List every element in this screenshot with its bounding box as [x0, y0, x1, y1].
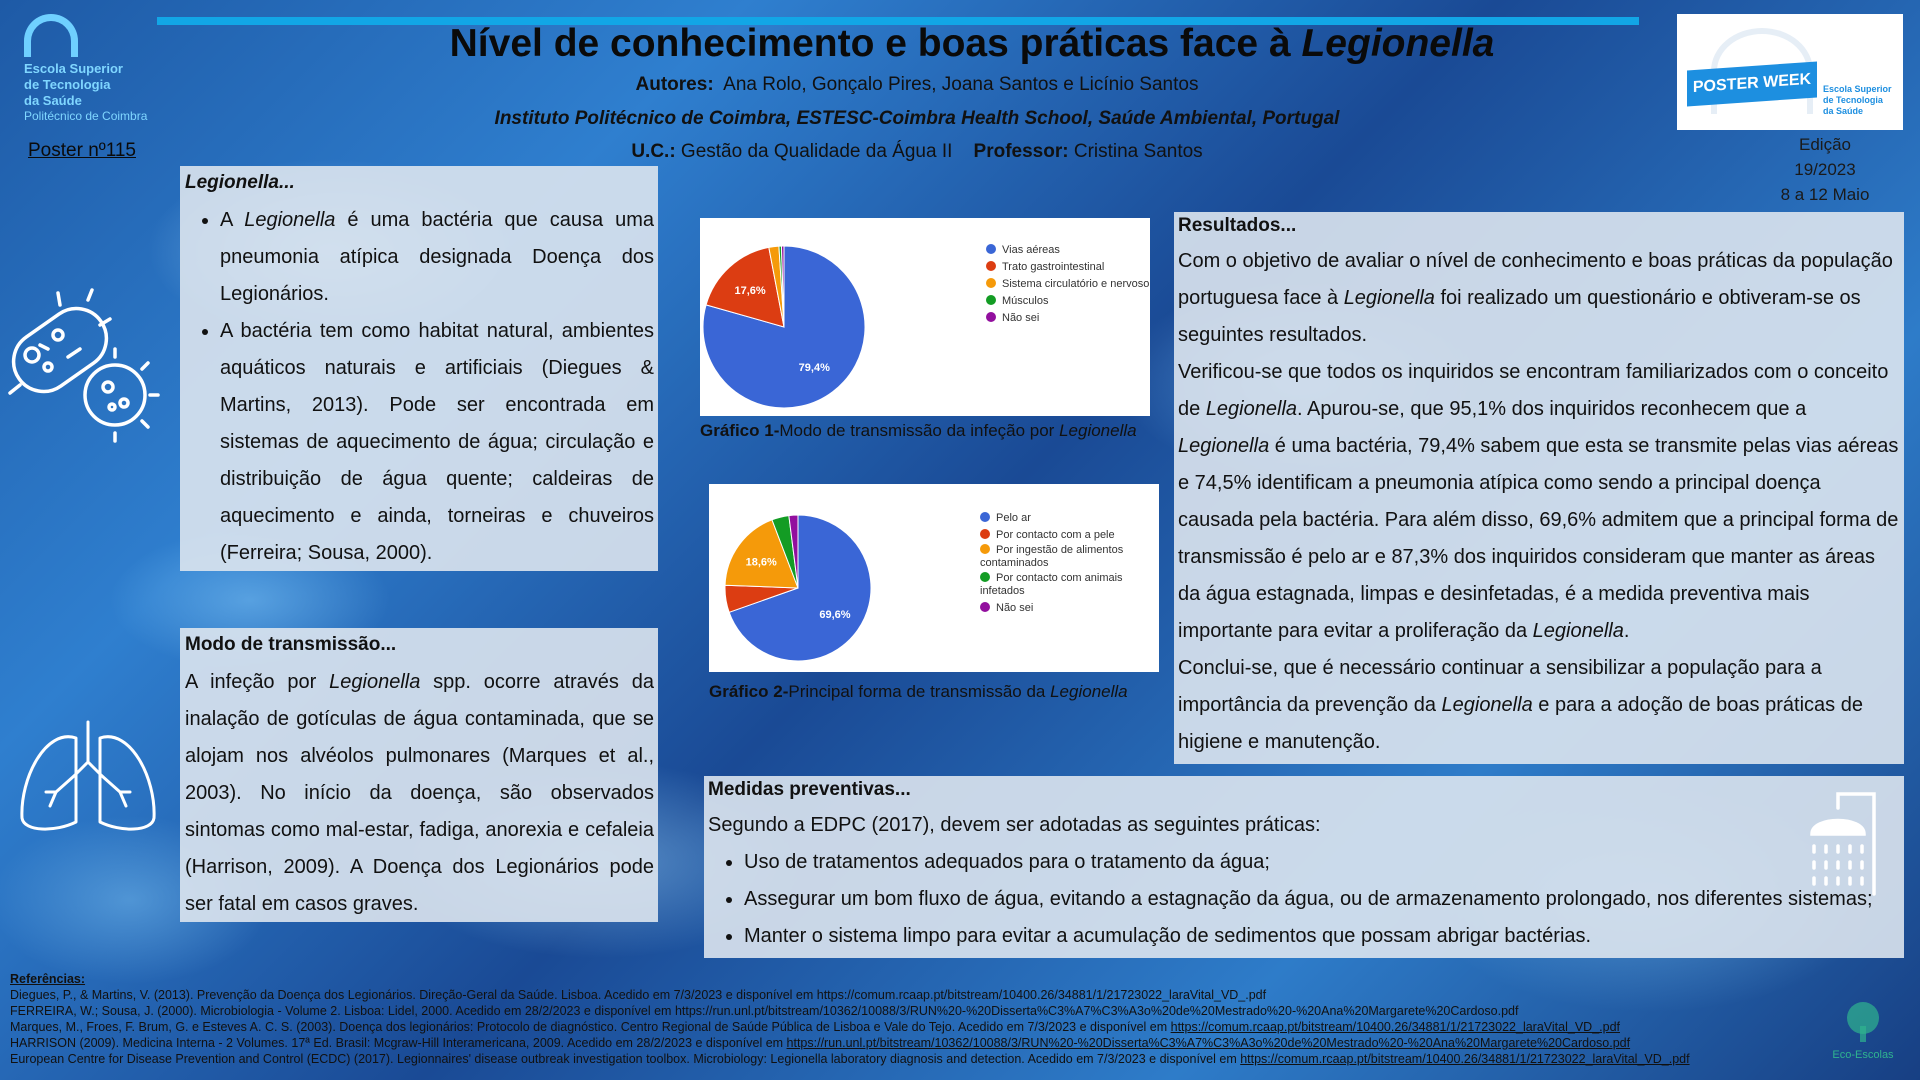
reference-item: Diegues, P., & Martins, V. (2013). Prevenção da Doença dos Legionários. Direção-Geral da Saúde. Lisboa. Acedido em 7/3/2023 e disponível em https://comum.rcaap.pt/bitstream/10400.26/34881/1/21723022_laraVital_VD_.pdf: [10, 988, 1267, 1002]
chart-2: [709, 484, 1159, 672]
poster-week-school: Escola Superior de Tecnologia da Saúde: [1823, 84, 1892, 116]
legend-swatch: [986, 261, 996, 271]
legend-swatch: [986, 278, 996, 288]
legend-entry: [986, 259, 1149, 276]
legend-swatch: [980, 572, 990, 582]
results-paragraph-3: Conclui-se, que é necessário continuar a sensibilizar a população para a importância da prevenção da Legionella e para a adoção de boas práticas de higiene e manutenção.: [1178, 657, 1863, 753]
pie-chart-2: [709, 484, 889, 672]
legend-entry: [986, 276, 1149, 293]
legend-swatch: [986, 244, 996, 254]
legend-entry: [986, 310, 1149, 327]
legend-label: Sistema circulatório e nervoso: [1002, 278, 1150, 290]
legend-swatch: [986, 312, 996, 322]
legend-entry: [980, 510, 1150, 527]
chart-2-legend: [980, 510, 1150, 617]
legend-label: Não sei: [996, 602, 1034, 614]
results-paragraph-2: Verificou-se que todos os inquiridos se encontram familiarizados com o conceito de Legionella. Apurou-se, que 95,1% dos inquiridos reconhecem que a Legionella é uma bactéria, 79,4% sabem que esta se transmite pelas vias aéreas e 74,5% identificam a pneumonia atípica como sendo a principal doença causada pela bactéria. Para além disso, 69,6% admitem que a principal forma de transmissão é pelo ar e 87,3% dos inquiridos consideram que manter as áreas da água estagnada, limpas e desinfetadas, é a medida preventiva mais importante para evitar a proliferação da Legionella.: [1178, 361, 1899, 642]
chart-2-caption: Gráfico 2-Principal forma de transmissão da Legionella: [709, 682, 1128, 701]
authors-line: Autores: Ana Rolo, Gonçalo Pires, Joana Santos e Licínio Santos: [635, 74, 1199, 95]
course-line: U.C.: Gestão da Qualidade da Água II Professor: Cristina Santos: [631, 141, 1203, 162]
list-item: • A Legionella é uma bactéria que causa uma pneumonia atípica designada Doença dos Legionários.: [220, 202, 654, 313]
legend-label: Músculos: [1002, 295, 1049, 307]
poster-week-ribbon: POSTER WEEK: [1687, 61, 1817, 106]
institution-line: Instituto Politécnico de Coimbra, ESTESC-Coimbra Health School, Saúde Ambiental, Portugal: [494, 108, 1340, 129]
chart-1-legend: [986, 242, 1149, 327]
legend-label: Por ingestão de alimentos contaminados: [980, 544, 1124, 569]
legend-swatch: [980, 512, 990, 522]
transmission-heading: Modo de transmissão...: [185, 634, 397, 655]
legend-swatch: [986, 295, 996, 305]
reference-item: European Centre for Disease Prevention and Control (ECDC) (2017). Legionnaires' disease outbreak investigation toolbox. Microbiology: Legionella laboratory diagnosis and detection. Acedido em 7/3/2023 e disponível em https://comum.rcaap.pt/bitstream/10400.26/34881/1/21723022_laraVital_VD_.pdf: [10, 1052, 1690, 1066]
data-label: 79,4%: [798, 362, 830, 375]
legionella-panel: [180, 166, 658, 571]
legend-label: Vias aéreas: [1002, 244, 1060, 256]
chart-1-caption: Gráfico 1-Modo de transmissão da infeção por Legionella: [700, 421, 1137, 440]
legend-entry: [980, 572, 1150, 598]
legend-label: Pelo ar: [996, 512, 1031, 524]
legend-swatch: [980, 529, 990, 539]
list-item: • Manter o sistema limpo para evitar a acumulação de sedimentos que possam abrigar bactérias.: [744, 918, 1900, 955]
legend-label: Por contacto com animais infetados: [980, 572, 1123, 597]
legend-label: Não sei: [1002, 312, 1040, 324]
legend-entry: [986, 242, 1149, 259]
edition-info: Edição 19/2023 8 a 12 Maio: [1780, 135, 1870, 204]
poster-number: Poster nº115: [28, 140, 136, 161]
list-item: • A bactéria tem como habitat natural, ambientes aquáticos naturais e artificiais (Diegues & Martins, 2013). Pode ser encontrada em sistemas de aquecimento de água; circulação e distribuição de água quente; caldeiras de aquecimento e ainda, torneiras e chuveiros (Ferreira; Sousa, 2000).: [220, 313, 654, 572]
legend-entry: [986, 293, 1149, 310]
eco-escolas-logo: Eco-Escolas: [1828, 1000, 1898, 1061]
shower-icon: [1788, 786, 1888, 898]
list-item: • Uso de tratamentos adequados para o tratamento da água;: [744, 844, 1900, 881]
reference-item: Marques, M., Froes, F. Brum, G. e Esteves A. C. S. (2003). Doença dos legionários: Protocolo de diagnóstico. Centro Regional de Saúde Pública de Lisboa e Vale do Tejo. Acedido em 7/3/2023 e disponível em https://comum.rcaap.pt/bitstream/10400.26/34881/1/21723022_laraVital_VD_.pdf: [10, 1020, 1620, 1034]
reference-link[interactable]: https://run.unl.pt/bitstream/10362/10088/3/RUN%20-%20Disserta%C3%A7%C3%A3o%20de%20Mestrado%20-%20Ana%20Margarete%20Cardoso.pdf: [786, 1036, 1631, 1050]
legionella-heading: Legionella...: [185, 172, 295, 193]
transmission-text: A infeção por Legionella spp. ocorre através da inalação de gotículas de água contaminada, que se alojam nos alvéolos pulmonares (Marques et al., 2003). No início da doença, são observados sintomas como mal-estar, fadiga, anorexia e cefaleia (Harrison, 2009). A Doença dos Legionários pode ser fatal em casos graves.: [185, 671, 654, 915]
poster-title: Nível de conhecimento e boas práticas face à Legionella: [449, 22, 1495, 65]
tree-icon: [1839, 1000, 1887, 1044]
legend-swatch: [980, 602, 990, 612]
poster-week-logo: [1677, 14, 1903, 130]
preventive-intro: Segundo a EDPC (2017), devem ser adotadas as seguintes práticas:: [708, 814, 1321, 836]
results-heading: Resultados...: [1178, 215, 1297, 236]
legend-entry: [980, 600, 1150, 617]
lungs-icon: [16, 718, 161, 836]
arch-icon: [24, 14, 78, 57]
reference-link[interactable]: https://comum.rcaap.pt/bitstream/10400.26/34881/1/21723022_laraVital_VD_.pdf: [1240, 1052, 1690, 1066]
references: [10, 971, 1840, 1067]
legend-label: Por contacto com a pele: [996, 529, 1115, 541]
legend-label: Trato gastrointestinal: [1002, 261, 1105, 273]
estesc-logo: Escola Superior de Tecnologia da Saúde Politécnico de Coimbra: [24, 14, 164, 134]
chart-1: [700, 218, 1150, 416]
references-title: Referências:: [10, 972, 86, 986]
data-label: 18,6%: [745, 556, 777, 569]
legend-swatch: [980, 544, 990, 554]
reference-item: FERREIRA, W.; Sousa, J. (2000). Microbiologia - Volume 2. Lisboa: Lidel, 2000. Acedido em 28/2/2023 e disponível em https://run.unl.pt/bitstream/10362/10088/3/RUN%20-%20Disserta%C3%A7%C3%A3o%20de%20Mestrado%20-%20Ana%20Margarete%20Cardoso.pdf: [10, 1004, 1519, 1018]
preventive-panel: [704, 776, 1904, 958]
reference-item: HARRISON (2009). Medicina Interna - 2 Volumes. 17ª Ed. Brasil: Mcgraw-Hill Interamericana, 2009. Acedido em 28/2/2023 e disponível em https://run.unl.pt/bitstream/10362/10088/3/RUN%20-%20Disserta%C3%A7%C3%A3o%20de%20Mestrado%20-%20Ana%20Margarete%20Cardoso.pdf: [10, 1036, 1631, 1050]
preventive-list: [708, 844, 1900, 955]
results-paragraph-1: Com o objetivo de avaliar o nível de conhecimento e boas práticas da população portuguesa face à Legionella foi realizado um questionário e obtiveram-se os seguintes resultados.: [1178, 250, 1893, 346]
data-label: 17,6%: [734, 284, 766, 297]
legend-entry: [980, 544, 1150, 570]
legionella-list: [185, 202, 654, 572]
preventive-heading: Medidas preventivas...: [708, 779, 911, 800]
pie-chart-1: [700, 218, 880, 416]
bacteria-icon: [0, 285, 160, 445]
reference-link[interactable]: https://comum.rcaap.pt/bitstream/10400.26/34881/1/21723022_laraVital_VD_.pdf: [1170, 1020, 1620, 1034]
data-label: 69,6%: [819, 609, 851, 622]
results-panel: [1174, 212, 1904, 764]
list-item: • Assegurar um bom fluxo de água, evitando a estagnação da água, ou de armazenamento prolongado, nos diferentes sistemas;: [744, 881, 1900, 918]
legend-entry: [980, 527, 1150, 544]
transmission-panel: [180, 628, 658, 922]
